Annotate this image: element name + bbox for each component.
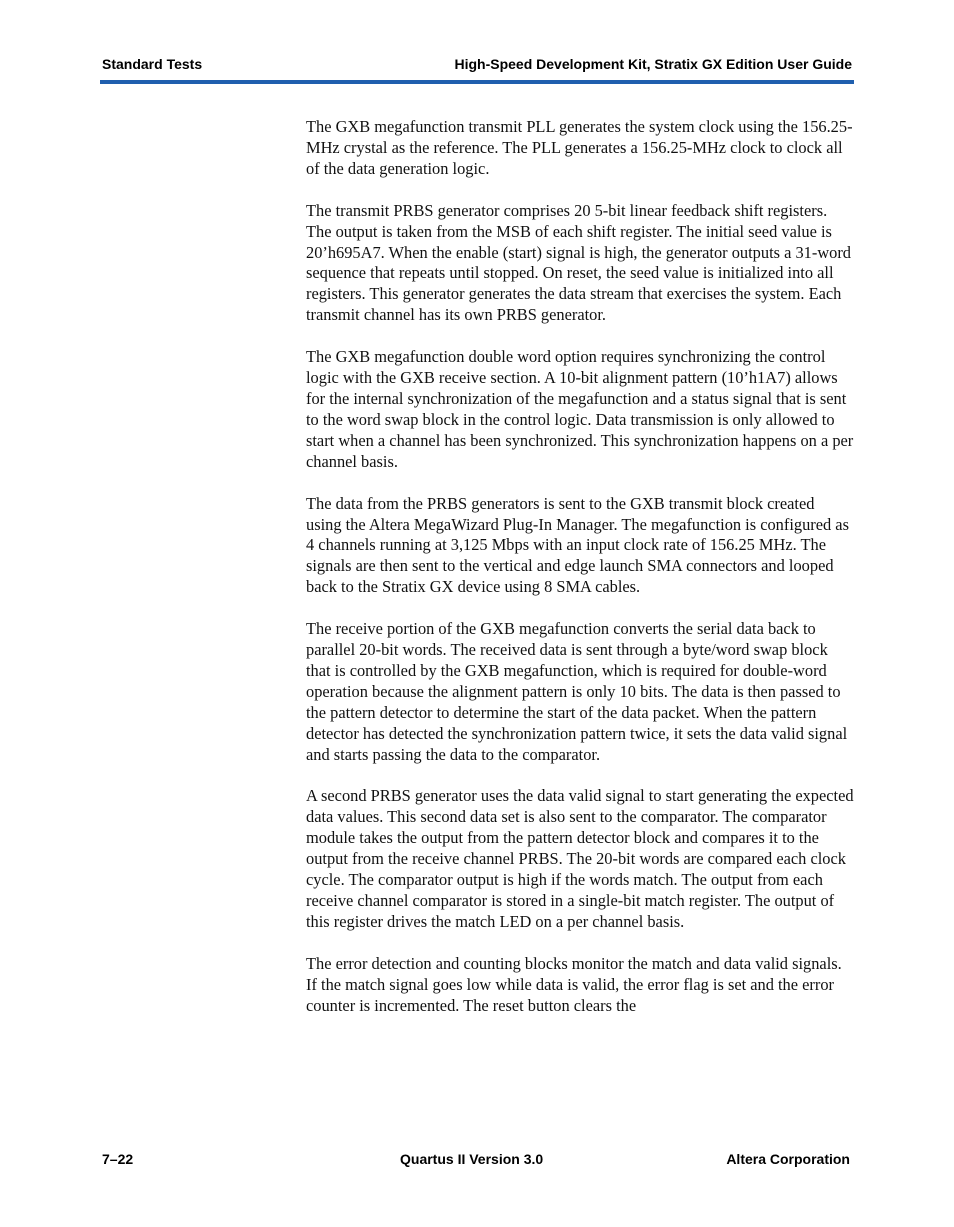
paragraph: The GXB megafunction double word option requires synchronizing the control logic with the GXB receive section. A 10-bit alignment pattern (10’h1A7) allows for the internal synchronization of the megafunction and a status signal that is sent to the word swap block in the control logic. Data transmission is only allowed to start when a channel has been synchronized. This synchronization happens on a per channel basis. bbox=[306, 347, 854, 471]
paragraph: The receive portion of the GXB megafunction converts the serial data back to parallel 20-bit words. The received data is sent through a byte/word swap block that is controlled by the GXB megafunction, which is required for double-word operation because the alignment pattern is only 10 bits. The data is then passed to the pattern detector to determine the start of the data packet. When the pattern detector has detected the synchronization pattern twice, it sets the data valid signal and starts passing the data to the comparator. bbox=[306, 619, 848, 764]
paragraph: A second PRBS generator uses the data valid signal to start generating the expected data values. This second data set is also sent to the comparator. The comparator module takes the output from the pattern detector block and compares it to the output from the receive channel PRBS. The 20-bit words are compared each clock cycle. The comparator output is high if the words match. The output from each receive channel comparator is stored in a single-bit match register. The output of this register drives the match LED on a per channel basis. bbox=[306, 786, 854, 931]
paragraph: The GXB megafunction transmit PLL generates the system clock using the 156.25-MHz crystal as the reference. The PLL generates a 156.25-MHz clock to clock all of the data generation logic. bbox=[306, 117, 853, 178]
header-rule bbox=[100, 80, 854, 84]
page-footer bbox=[102, 1151, 850, 1169]
body-text bbox=[306, 117, 854, 1038]
paragraph: The data from the PRBS generators is sent to the GXB transmit block created using the Altera MegaWizard Plug-In Manager. The megafunction is configured as 4 channels running at 3,125 Mbps with an input clock rate of 156.25 MHz. The signals are then sent to the vertical and edge launch SMA connectors and looped back to the Stratix GX device using 8 SMA cables. bbox=[306, 493, 849, 597]
section-title: Standard Tests bbox=[102, 56, 203, 72]
document-title: High-Speed Development Kit, Stratix GX Edition User Guide bbox=[454, 56, 852, 72]
software-version: Quartus II Version 3.0 bbox=[400, 1151, 544, 1167]
paragraph: The transmit PRBS generator comprises 20 5-bit linear feedback shift registers. The output is taken from the MSB of each shift register. The initial seed value is 20’h695A7. When the enable (start) signal is high, the generator outputs a 31-word sequence that repeats until stopped. On reset, the seed value is initialized into all registers. This generator generates the data stream that exercises the system. Each transmit channel has its own PRBS generator. bbox=[306, 200, 852, 325]
paragraph: The error detection and counting blocks monitor the match and data valid signals. If the match signal goes low while data is valid, the error flag is set and the error counter is incremented. The reset button clears the bbox=[306, 953, 842, 1015]
page-number: 7–22 bbox=[102, 1151, 134, 1167]
page-header bbox=[102, 56, 852, 74]
company-name: Altera Corporation bbox=[726, 1151, 850, 1167]
